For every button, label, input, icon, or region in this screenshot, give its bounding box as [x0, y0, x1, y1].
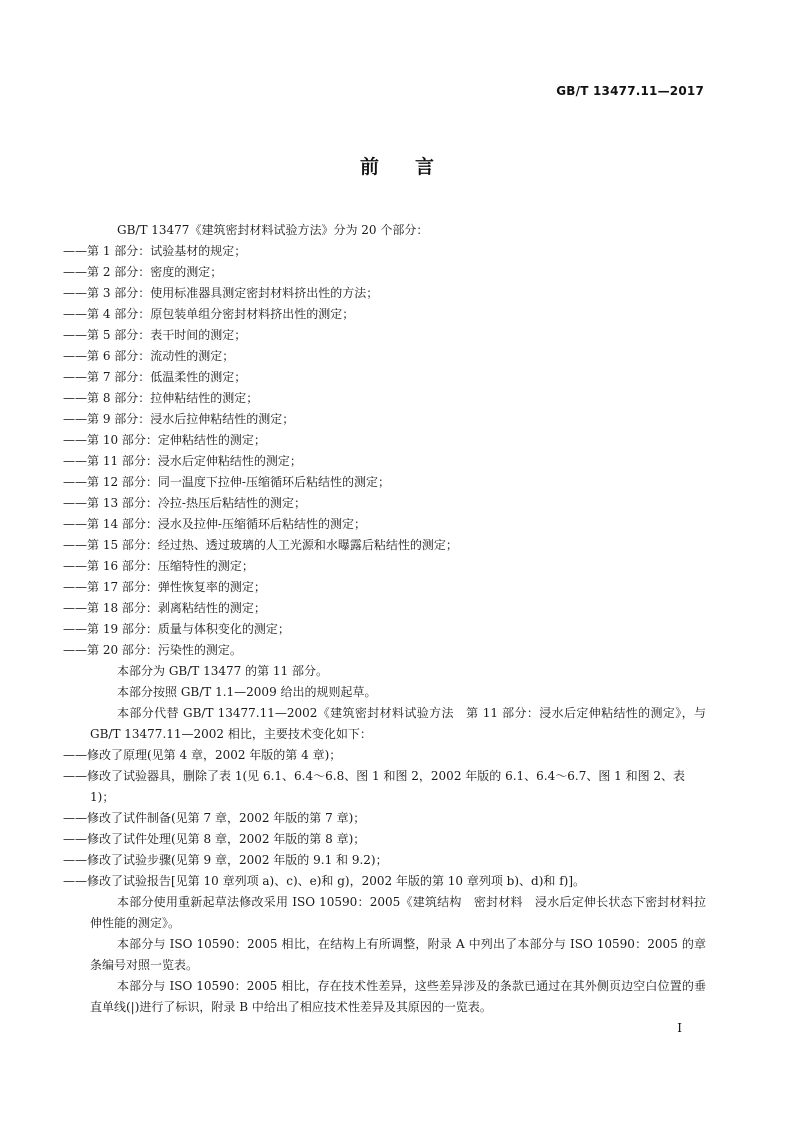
- change-label: 修改了原理(见第 4 章，2002 年版的第 4 章)；: [87, 748, 342, 762]
- part-label: 第 10 部分：定伸粘结性的测定；: [87, 433, 266, 447]
- list-item: [63, 598, 706, 619]
- dash-marker: ——: [63, 832, 87, 846]
- page-title: 前言: [359, 156, 470, 178]
- list-item: [63, 640, 706, 661]
- changes-list: [63, 745, 706, 892]
- list-item: [63, 388, 706, 409]
- dash-marker: ——: [63, 853, 87, 867]
- part-label: 第 12 部分：同一温度下拉伸-压缩循环后粘结性的测定；: [87, 475, 390, 489]
- dash-marker: ——: [63, 433, 87, 447]
- dash-marker: ——: [63, 601, 87, 615]
- part-label: 第 19 部分：质量与体积变化的测定；: [87, 622, 290, 636]
- page-number: I: [677, 1021, 682, 1035]
- list-item: [63, 262, 706, 283]
- list-item: [63, 619, 706, 640]
- list-item: [63, 829, 706, 850]
- dash-marker: ——: [63, 391, 87, 405]
- list-item: [63, 430, 706, 451]
- change-label: 修改了试验报告[见第 10 章列项 a)、c)、e)和 g)，2002 年版的第 10 章列项 b)、d)和 f)]。: [87, 874, 586, 888]
- change-label: 修改了试件制备(见第 7 章，2002 年版的第 7 章)；: [87, 811, 366, 825]
- part-label: 第 2 部分：密度的测定；: [87, 265, 223, 279]
- change-label: 修改了试验器具，删除了表 1(见 6.1、6.4～6.8、图 1 和图 2，2002 年版的 6.1、6.4～6.7、图 1 和图 2、表 1)；: [87, 769, 686, 804]
- part-label: 第 1 部分：试验基材的规定；: [87, 244, 247, 258]
- part-label: 第 17 部分：弹性恢复率的测定；: [87, 580, 266, 594]
- dash-marker: ——: [63, 517, 87, 531]
- list-item: [63, 808, 706, 829]
- list-item: [63, 472, 706, 493]
- technical-difference-paragraph: 本部分与 ISO 10590：2005 相比，存在技术性差异，这些差异涉及的条款已通过在其外侧页边空白位置的垂直单线(|)进行了标识，附录 B 中给出了相应技术性差异及其原因的一览表。: [90, 979, 706, 1014]
- parts-list: [63, 241, 706, 661]
- dash-marker: ——: [63, 244, 87, 258]
- dash-marker: ——: [63, 538, 87, 552]
- list-item: [63, 535, 706, 556]
- dash-marker: ——: [63, 496, 87, 510]
- redrafted-paragraph: 本部分使用重新起草法修改采用 ISO 10590：2005《建筑结构 密封材料 浸水后定伸长状态下密封材料拉伸性能的测定》。: [90, 895, 706, 930]
- list-item: [63, 409, 706, 430]
- list-item: [63, 367, 706, 388]
- part-label: 第 13 部分：冷拉-热压后粘结性的测定；: [87, 496, 306, 510]
- list-item: [63, 451, 706, 472]
- list-item: [63, 493, 706, 514]
- dash-marker: ——: [63, 475, 87, 489]
- dash-marker: ——: [63, 559, 87, 573]
- part-label: 第 6 部分：流动性的测定；: [87, 349, 235, 363]
- list-item: [63, 346, 706, 367]
- part-label: 第 20 部分：污染性的测定。: [87, 643, 242, 657]
- foreword-body: [63, 220, 706, 1018]
- drafting-rules-paragraph: 本部分按照 GB/T 1.1—2009 给出的规则起草。: [117, 685, 377, 699]
- dash-marker: ——: [63, 454, 87, 468]
- part-label: 第 15 部分：经过热、透过玻璃的人工光源和水曝露后粘结性的测定；: [87, 538, 458, 552]
- dash-marker: ——: [63, 622, 87, 636]
- part-label: 第 11 部分：浸水后定伸粘结性的测定；: [87, 454, 302, 468]
- list-item: [63, 745, 706, 766]
- part-label: 第 7 部分：低温柔性的测定；: [87, 370, 247, 384]
- dash-marker: ——: [63, 811, 87, 825]
- part-label: 第 8 部分：拉伸粘结性的测定；: [87, 391, 259, 405]
- intro-paragraph: GB/T 13477《建筑密封材料试验方法》分为 20 个部分：: [117, 223, 429, 237]
- dash-marker: ——: [63, 286, 87, 300]
- part-label: 第 9 部分：浸水后拉伸粘结性的测定；: [87, 412, 295, 426]
- part-label: 第 16 部分：压缩特性的测定；: [87, 559, 254, 573]
- dash-marker: ——: [63, 748, 87, 762]
- dash-marker: ——: [63, 580, 87, 594]
- dash-marker: ——: [63, 265, 87, 279]
- list-item: [63, 304, 706, 325]
- standard-number: GB/T 13477.11—2017: [556, 84, 704, 98]
- list-item: [63, 241, 706, 262]
- list-item: [63, 283, 706, 304]
- structure-paragraph: 本部分与 ISO 10590：2005 相比，在结构上有所调整，附录 A 中列出了本部分与 ISO 10590：2005 的章条编号对照一览表。: [90, 937, 706, 972]
- dash-marker: ——: [63, 307, 87, 321]
- part-label: 第 18 部分：剥离粘结性的测定；: [87, 601, 266, 615]
- list-item: [63, 556, 706, 577]
- replaces-paragraph: 本部分代替 GB/T 13477.11—2002《建筑密封材料试验方法 第 11 部分：浸水后定伸粘结性的测定》，与 GB/T 13477.11—2002 相比，主要技术变化如下：: [90, 706, 706, 741]
- dash-marker: ——: [63, 370, 87, 384]
- dash-marker: ——: [63, 328, 87, 342]
- part-of-paragraph: 本部分为 GB/T 13477 的第 11 部分。: [117, 664, 328, 678]
- part-label: 第 5 部分：表干时间的测定；: [87, 328, 247, 342]
- list-item: [63, 850, 706, 871]
- dash-marker: ——: [63, 349, 87, 363]
- list-item: [63, 514, 706, 535]
- part-label: 第 3 部分：使用标准器具测定密封材料挤出性的方法；: [87, 286, 379, 300]
- list-item: [63, 766, 706, 808]
- dash-marker: ——: [63, 643, 87, 657]
- dash-marker: ——: [63, 874, 87, 888]
- change-label: 修改了试件处理(见第 8 章，2002 年版的第 8 章)；: [87, 832, 366, 846]
- part-label: 第 4 部分：原包装单组分密封材料挤出性的测定；: [87, 307, 355, 321]
- dash-marker: ——: [63, 769, 87, 783]
- dash-marker: ——: [63, 412, 87, 426]
- part-label: 第 14 部分：浸水及拉伸-压缩循环后粘结性的测定；: [87, 517, 366, 531]
- list-item: [63, 871, 706, 892]
- list-item: [63, 325, 706, 346]
- list-item: [63, 577, 706, 598]
- change-label: 修改了试验步骤(见第 9 章，2002 年版的 9.1 和 9.2)；: [87, 853, 388, 867]
